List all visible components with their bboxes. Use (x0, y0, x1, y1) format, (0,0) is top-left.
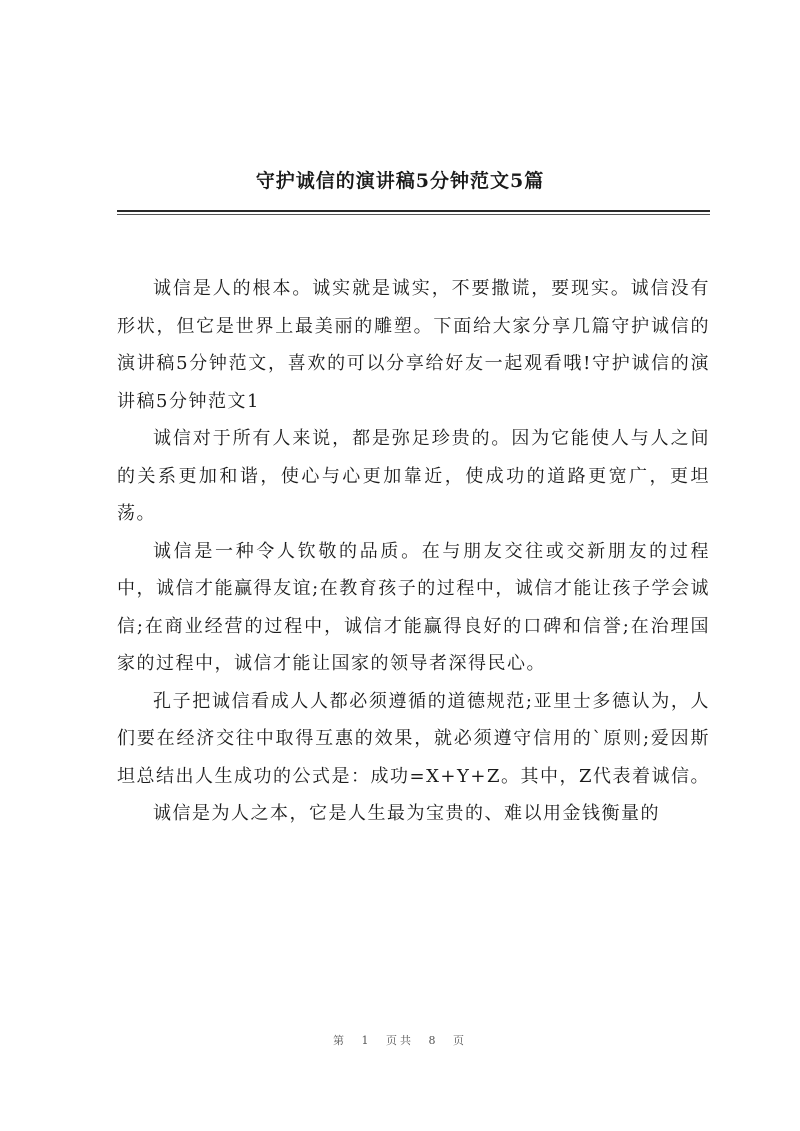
paragraph: 诚信是一种令人钦敬的品质。在与朋友交往或交新朋友的过程中，诚信才能赢得友谊;在教育孩子的过程中，诚信才能让孩子学会诚信;在商业经营的过程中，诚信才能赢得良好的口碑和信誉;在治理国家的过程中，诚信才能让国家的领导者深得民心。 (117, 540, 710, 674)
page-footer (0, 1032, 800, 1048)
document-body (117, 270, 710, 833)
footer-label-page: 第 (333, 1034, 347, 1047)
page-title: 守护诚信的演讲稿5分钟范文5篇 (255, 170, 545, 192)
title-divider (117, 210, 710, 212)
total-pages-number: 8 (428, 1034, 439, 1047)
title-divider-thin (117, 214, 710, 215)
paragraph: 诚信对于所有人来说，都是弥足珍贵的。因为它能使人与人之间的关系更加和谐，使心与心更加靠近，使成功的道路更宽广，更坦荡。 (117, 428, 710, 524)
footer-label-of: 页共 (386, 1034, 414, 1047)
paragraph: 诚信是人的根本。诚实就是诚实，不要撒谎，要现实。诚信没有形状，但它是世界上最美丽的雕塑。下面给大家分享几篇守护诚信的演讲稿5分钟范文，喜欢的可以分享给好友一起观看哦!守护诚信的演讲稿5分钟范文1 (117, 278, 710, 412)
footer-label-end: 页 (453, 1034, 467, 1047)
paragraph: 孔子把诚信看成人人都必须遵循的道德规范;亚里士多德认为，人们要在经济交往中取得互惠的效果，就必须遵守信用的`原则;爱因斯坦总结出人生成功的公式是：成功=X+Y+Z。其中，Z代表着诚信。 (117, 690, 710, 787)
current-page-number: 1 (361, 1034, 372, 1047)
paragraph: 诚信是为人之本，它是人生最为宝贵的、难以用金钱衡量的 (153, 803, 660, 824)
